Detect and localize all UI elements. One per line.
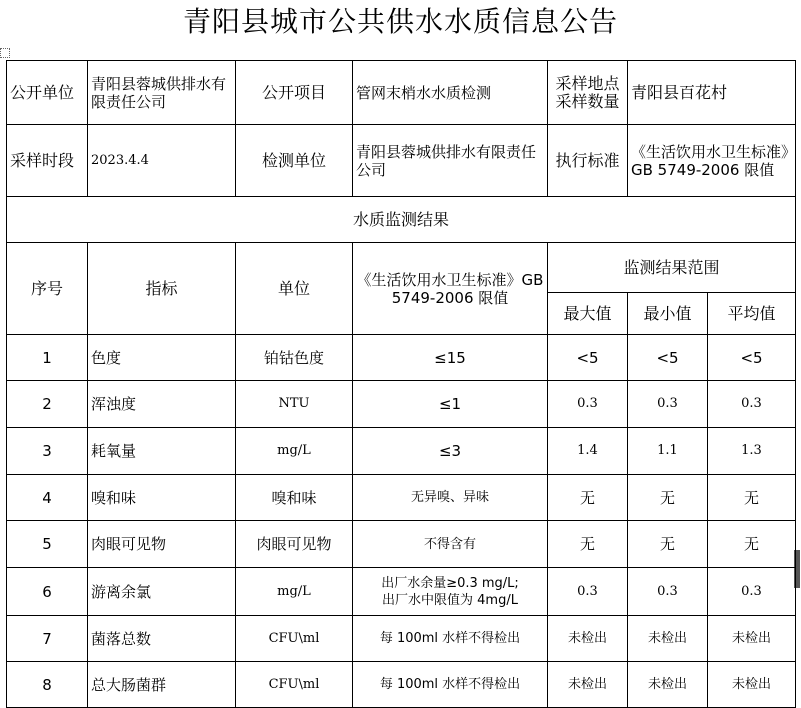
header-no: 序号 [7,243,88,335]
row-avg: 0.3 [708,381,796,428]
row-indicator: 总大肠菌群 [88,662,236,708]
row-avg: 未检出 [708,662,796,708]
sample-place-value: 青阳县百花村 [628,61,796,125]
move-handle-icon[interactable] [0,48,10,58]
row-unit: 肉眼可见物 [236,521,353,568]
header-range: 监测结果范围 [548,243,796,293]
row-limit: ≤15 [353,335,548,381]
row-avg: 未检出 [708,616,796,662]
sample-time-label: 采样时段 [7,125,88,197]
row-indicator: 浑浊度 [88,381,236,428]
table-row [7,381,796,428]
header-min: 最小值 [628,293,708,335]
row-max: 0.3 [548,381,628,428]
row-avg: 无 [708,475,796,521]
standard-value: 《生活饮用水卫生标准》GB 5749-2006 限值 [628,125,796,197]
row-indicator: 肉眼可见物 [88,521,236,568]
row-unit: mg/L [236,428,353,475]
header-indicator: 指标 [88,243,236,335]
row-max: 未检出 [548,616,628,662]
row-min: 0.3 [628,381,708,428]
row-indicator: 嗅和味 [88,475,236,521]
row-min: 1.1 [628,428,708,475]
row-limit-line1: 出厂水余量≥0.3 mg/L; [381,575,519,591]
row-no: 5 [7,521,88,568]
row-indicator: 菌落总数 [88,616,236,662]
row-min: 0.3 [628,568,708,616]
row-no: 6 [7,568,88,616]
row-no: 4 [7,475,88,521]
project-value: 管网末梢水水质检测 [353,61,548,125]
row-max: 1.4 [548,428,628,475]
row-unit: CFU\ml [236,616,353,662]
table-row [7,428,796,475]
row-avg: 1.3 [708,428,796,475]
results-title-row [7,197,796,243]
row-unit: NTU [236,381,353,428]
row-avg: 无 [708,521,796,568]
row-limit: ≤3 [353,428,548,475]
row-limit: 每 100ml 水样不得检出 [353,616,548,662]
test-unit-label: 检测单位 [236,125,353,197]
row-no: 3 [7,428,88,475]
row-no: 7 [7,616,88,662]
info-row-1 [7,61,796,125]
header-avg: 平均值 [708,293,796,335]
row-max: 未检出 [548,662,628,708]
row-unit: mg/L [236,568,353,616]
table-row [7,475,796,521]
test-unit-value: 青阳县蓉城供排水有限责任公司 [353,125,548,197]
row-max: 无 [548,521,628,568]
row-limit: 无异嗅、异味 [353,475,548,521]
row-min: 未检出 [628,662,708,708]
row-limit [353,568,548,616]
row-min: 未检出 [628,616,708,662]
row-indicator: 色度 [88,335,236,381]
table-row [7,335,796,381]
row-limit-line2: 出厂水中限值为 4mg/L [382,592,518,608]
header-unit: 单位 [236,243,353,335]
row-indicator: 耗氧量 [88,428,236,475]
page-title: 青阳县城市公共供水水质信息公告 [182,5,618,38]
table-row [7,568,796,616]
row-limit: 不得含有 [353,521,548,568]
row-unit: 铂钴色度 [236,335,353,381]
row-unit: 嗅和味 [236,475,353,521]
sample-time-value: 2023.4.4 [88,125,236,197]
header-max: 最大值 [548,293,628,335]
unit-value: 青阳县蓉城供排水有限责任公司 [88,61,236,125]
row-min: 无 [628,475,708,521]
results-title: 水质监测结果 [7,197,796,243]
row-no: 1 [7,335,88,381]
row-unit: CFU\ml [236,662,353,708]
row-avg: 0.3 [708,568,796,616]
row-limit: 每 100ml 水样不得检出 [353,662,548,708]
row-max: 无 [548,475,628,521]
table-row [7,616,796,662]
water-quality-table [6,60,796,708]
row-max: <5 [548,335,628,381]
project-label: 公开项目 [236,61,353,125]
header-limit: 《生活饮用水卫生标准》GB 5749-2006 限值 [353,243,548,335]
row-min: 无 [628,521,708,568]
row-no: 2 [7,381,88,428]
row-indicator: 游离余氯 [88,568,236,616]
row-limit: ≤1 [353,381,548,428]
row-avg: <5 [708,335,796,381]
row-min: <5 [628,335,708,381]
row-no: 8 [7,662,88,708]
standard-label: 执行标准 [548,125,628,197]
table-row [7,662,796,708]
row-max: 0.3 [548,568,628,616]
unit-label: 公开单位 [7,61,88,125]
header-row-1 [7,243,796,293]
table-row [7,521,796,568]
info-row-2 [7,125,796,197]
sample-place-label: 采样地点采样数量 [548,61,628,125]
